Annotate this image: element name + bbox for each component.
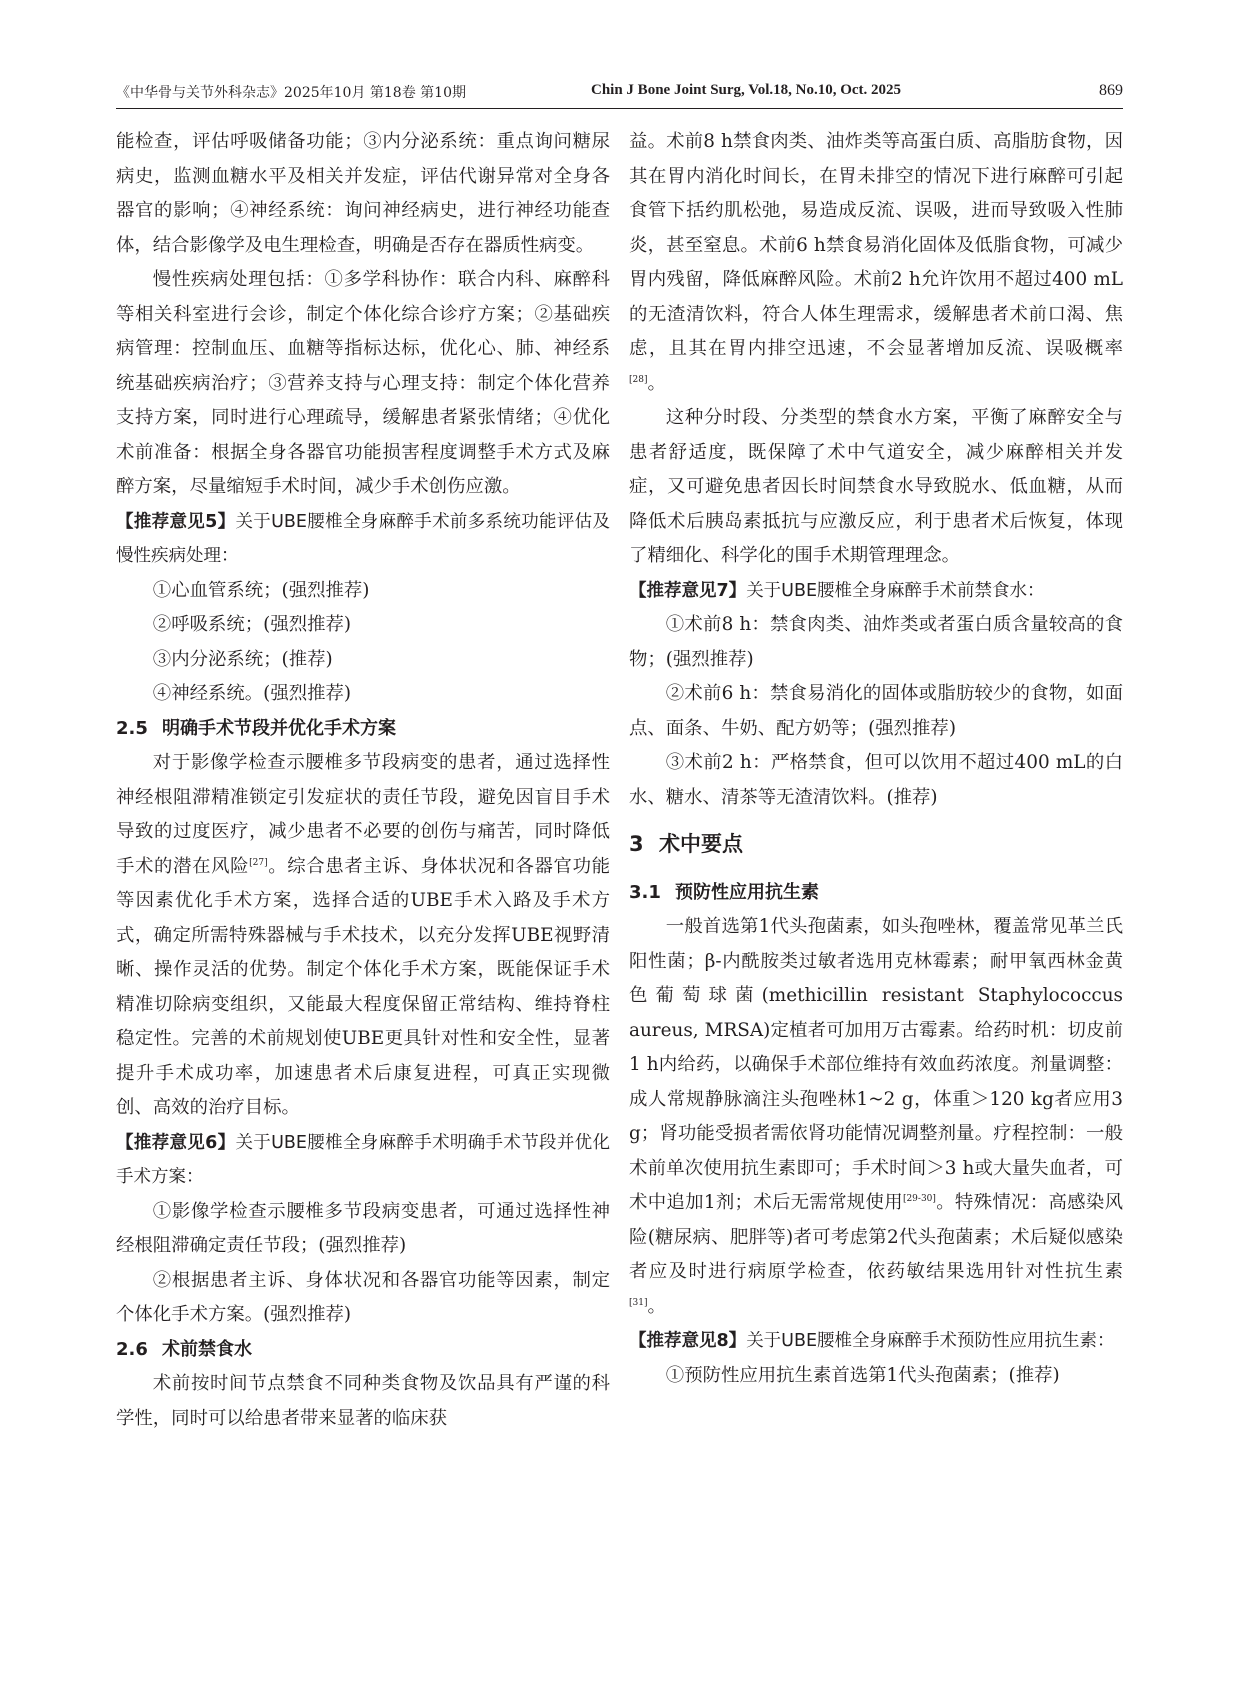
recommendation-text: 关于UBE腰椎全身麻醉手术前禁食水： bbox=[746, 580, 1045, 601]
chapter-heading bbox=[629, 827, 1123, 862]
citation: [29-30] bbox=[902, 1194, 936, 1204]
recommendation-7 bbox=[629, 574, 1123, 609]
recommendation-tag: 【推荐意见6】 bbox=[116, 1132, 236, 1153]
list-item: ②根据患者主诉、身体状况和各器官功能等因素，制定个体化手术方案。(强烈推荐) bbox=[116, 1269, 610, 1325]
recommendation-text: 关于UBE腰椎全身麻醉手术前多系统功能评估及慢性疾病处理： bbox=[116, 511, 610, 566]
section-heading bbox=[629, 876, 1123, 911]
section-number: 2.5 bbox=[116, 717, 148, 739]
running-header bbox=[116, 78, 1123, 109]
paragraph: 术前按时间节点禁食不同种类食物及饮品具有严谨的科学性，同时可以给患者带来显著的临床获 bbox=[116, 1373, 610, 1429]
citation: [31] bbox=[629, 1297, 648, 1308]
section-heading bbox=[116, 712, 610, 747]
section-heading bbox=[116, 1333, 610, 1368]
paragraph: 益。术前8 h禁食肉类、油炸类等高蛋白质、高脂肪食物，因其在胃内消化时间长，在胃未排空的情况下进行麻醉可引起食管下括约肌松弛，易造成反流、误吸，进而导致吸入性肺炎，甚至窒息。术前6 h禁食易消化固体及低脂食物，可减少胃内残留，降低麻醉风险。术前2 h允许饮用不超过400 mL的无渣清饮料，符合人体生理需求，缓解患者术前口渴、焦虑，且其在胃内排空迅速，不会显著增加反流、误吸概率[28]。 bbox=[629, 131, 1123, 394]
recommendation-8 bbox=[629, 1324, 1123, 1359]
recommendation-text: 关于UBE腰椎全身麻醉手术预防性应用抗生素： bbox=[746, 1331, 1115, 1351]
list-item: ①影像学检查示腰椎多节段病变患者，可通过选择性神经根阻滞确定责任节段；(强烈推荐) bbox=[116, 1200, 610, 1256]
paragraph: 能检查，评估呼吸储备功能；③内分泌系统：重点询问糖尿病史，监测血糖水平及相关并发症，评估代谢异常对全身各器官的影响；④神经系统：询问神经病史，进行神经功能查体，结合影像学及电生理检查，明确是否存在器质性病变。 bbox=[116, 131, 610, 256]
section-number: 2.6 bbox=[116, 1338, 148, 1360]
section-title: 术前禁食水 bbox=[162, 1338, 252, 1360]
list-item: ③术前2 h：严格禁食，但可以饮用不超过400 mL的白水、糖水、清茶等无渣清饮料。(推荐) bbox=[629, 752, 1123, 808]
citation: [28] bbox=[629, 374, 648, 385]
recommendation-tag: 【推荐意见8】 bbox=[629, 1331, 747, 1351]
citation: [27] bbox=[249, 857, 268, 868]
list-item: ①预防性应用抗生素首选第1代头孢菌素；(推荐) bbox=[665, 1364, 1060, 1386]
section-title: 预防性应用抗生素 bbox=[675, 881, 819, 903]
list-item: ①心血管系统；(强烈推荐) bbox=[152, 579, 370, 601]
recommendation-6 bbox=[116, 1126, 610, 1195]
paragraph: 一般首选第1代头孢菌素，如头孢唑林，覆盖常见革兰氏阳性菌；β-内酰胺类过敏者选用克林霉素；耐甲氧西林金黄色葡萄球菌(methicillin resistant Staphylococcus aureus, MRSA)定植者可加用万古霉素。给药时机：切皮前1 h内给药，以确保手术部位维持有效血药浓度。剂量调整：成人常规静脉滴注头孢唑林1~2 g，体重＞120 kg者应用3 g；肾功能受损者需依肾功能情况调整剂量。疗程控制：一般术前单次使用抗生素即可；手术时间＞3 h或大量失血者，可术中追加1剂；术后无需常规使用[29-30]。特殊情况：高感染风险(糖尿病、肥胖等)者可考虑第2代头孢菌素；术后疑似感染者应及时进行病原学检查，依药敏结果选用针对性抗生素[31]。 bbox=[629, 916, 1123, 1317]
journal-issue: 《中华骨与关节外科杂志》2025年10月 第18卷 第10期 bbox=[116, 85, 466, 101]
journal-english: Chin J Bone Joint Surg, Vol.18, No.10, Oct. 2025 bbox=[591, 82, 902, 98]
section-title: 术中要点 bbox=[659, 832, 743, 856]
list-item: ③内分泌系统；(推荐) bbox=[152, 648, 333, 670]
list-item: ②呼吸系统；(强烈推荐) bbox=[152, 614, 352, 635]
recommendation-tag: 【推荐意见5】 bbox=[116, 511, 236, 532]
section-number: 3.1 bbox=[629, 881, 661, 903]
recommendation-text: 关于UBE腰椎全身麻醉手术明确手术节段并优化手术方案： bbox=[116, 1132, 610, 1187]
page-number: 869 bbox=[1099, 82, 1123, 99]
left-column bbox=[116, 125, 610, 1436]
section-title: 明确手术节段并优化手术方案 bbox=[162, 717, 396, 739]
paragraph: 对于影像学检查示腰椎多节段病变的患者，通过选择性神经根阻滞精准锁定引发症状的责任节段，避免因盲目手术导致的过度医疗，减少患者不必要的创伤与痛苦，同时降低手术的潜在风险[27]。综合患者主诉、身体状况和各器官功能等因素优化手术方案，选择合适的UBE手术入路及手术方式，确定所需特殊器械与手术技术，以充分发挥UBE视野清晰、操作灵活的优势。制定个体化手术方案，既能保证手术精准切除病变组织，又能最大程度保留正常结构、维持脊柱稳定性。完善的术前规划使UBE更具针对性和安全性，显著提升手术成功率，加速患者术后康复进程，可真正实现微创、高效的治疗目标。 bbox=[116, 752, 610, 1118]
paragraph: 这种分时段、分类型的禁食水方案，平衡了麻醉安全与患者舒适度，既保障了术中气道安全，减少麻醉相关并发症，又可避免患者因长时间禁食水导致脱水、低血糖，从而降低术后胰岛素抵抗与应激反应，利于患者术后恢复，体现了精细化、科学化的围手术期管理理念。 bbox=[629, 407, 1123, 566]
list-item: ④神经系统。(强烈推荐) bbox=[152, 683, 352, 704]
list-item: ②术前6 h：禁食易消化的固体或脂肪较少的食物，如面点、面条、牛奶、配方奶等；(强烈推荐) bbox=[629, 683, 1123, 739]
list-item: ①术前8 h：禁食肉类、油炸类或者蛋白质含量较高的食物；(强烈推荐) bbox=[629, 614, 1123, 670]
recommendation-5 bbox=[116, 505, 610, 574]
recommendation-tag: 【推荐意见7】 bbox=[629, 580, 747, 601]
paragraph: 慢性疾病处理包括：①多学科协作：联合内科、麻醉科等相关科室进行会诊，制定个体化综合诊疗方案；②基础疾病管理：控制血压、血糖等指标达标，优化心、肺、神经系统基础疾病治疗；③营养支持与心理支持：制定个体化营养支持方案，同时进行心理疏导，缓解患者紧张情绪；④优化术前准备：根据全身各器官功能损害程度调整手术方式及麻醉方案，尽量缩短手术时间，减少手术创伤应激。 bbox=[116, 269, 610, 497]
right-column bbox=[629, 125, 1123, 1393]
section-number: 3 bbox=[629, 832, 644, 856]
